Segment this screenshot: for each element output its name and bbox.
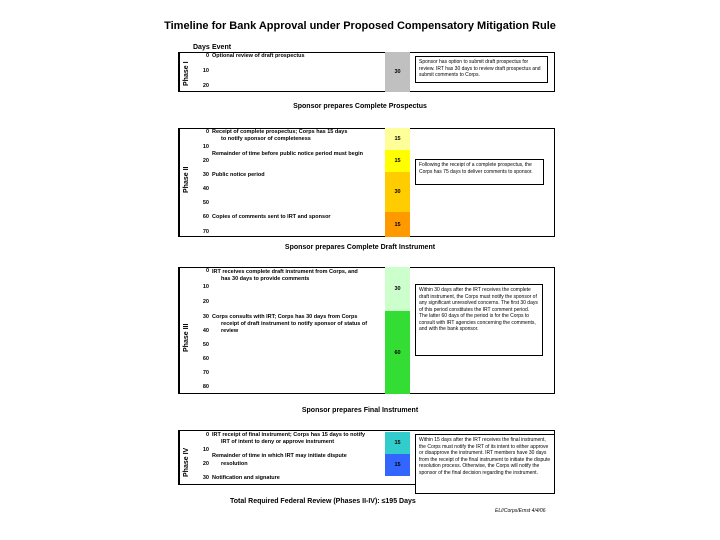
phase-2-day: 70: [202, 229, 209, 235]
phase-2-segment: 15: [385, 150, 410, 172]
phase-1-segment: 30: [385, 52, 410, 92]
phase-3-event: IRT receives complete draft instrument from Corps, and: [212, 269, 358, 275]
phase-1-day: 0: [205, 53, 209, 59]
phase-3-day: 20: [202, 299, 209, 305]
phase-2-event: Receipt of complete prospectus; Corps has 15 days: [212, 129, 348, 135]
phase-4-day: 10: [202, 447, 209, 453]
phase-3-event: has 30 days to provide comments: [221, 276, 310, 282]
total-review-time: Total Required Federal Review (Phases II-IV): ≤195 Days: [230, 498, 416, 505]
band-final-instrument: Sponsor prepares Final Instrument: [301, 407, 419, 414]
phase-3-day: 0: [205, 268, 209, 274]
page-title: Timeline for Bank Approval under Proposed Compensatory Mitigation Rule: [164, 20, 556, 32]
phase-4-event: Notification and signature: [212, 475, 280, 481]
phase-3-day: 30: [202, 314, 209, 320]
phase-4-segment: 15: [385, 432, 410, 454]
phase-2-note: Following the receipt of a complete prospectus, the Corps has 75 days to deliver comments to sponsor.: [415, 159, 544, 185]
phase-4-day: 30: [202, 475, 209, 481]
phase-2-day: 10: [202, 144, 209, 150]
band-complete-prospectus: Sponsor prepares Complete Prospectus: [293, 103, 427, 110]
column-header-days: Days: [193, 44, 210, 51]
phase-1-event: Optional review of draft prospectus: [212, 53, 305, 59]
phase-3-note: Within 30 days after the IRT receives the complete draft instrument, the Corps must notify the sponsor of any significant unresolved concerns. The first 30 days of this period constitutes the IRT comment period. The latter 60 days of the period is for the Corps to consult with IRT agencies concerning the comments, and with the bank sponsor.: [415, 284, 543, 356]
phase-2-segment: 15: [385, 128, 410, 150]
phase-3-segment: 30: [385, 267, 410, 311]
phase-2-day: 60: [202, 214, 209, 220]
phase-1-note: Sponsor has option to submit draft prospectus for review. IRT has 30 days to review draft prospectus and submit comments to Corps.: [415, 56, 548, 83]
phase-2-event: Public notice period: [212, 172, 265, 178]
phase-2-day: 50: [202, 200, 209, 206]
phase-3-day: 40: [202, 328, 209, 334]
phase-4-event: IRT receipt of final instrument; Corps has 15 days to notify: [212, 432, 366, 438]
phase-2-segment: 30: [385, 172, 410, 212]
phase-2-day: 0: [205, 129, 209, 135]
phase-3-day: 50: [202, 342, 209, 348]
phase-1-day: 20: [202, 83, 209, 89]
phase-1-day: 10: [202, 68, 209, 74]
column-header-event: Event: [212, 44, 232, 51]
phase-3-day: 10: [202, 284, 209, 290]
phase-3-day: 60: [202, 356, 209, 362]
phase-2-day: 20: [202, 158, 209, 164]
phase-2-event: Remainder of time before public notice period must begin: [212, 151, 363, 157]
phase-2-day: 40: [202, 186, 209, 192]
phase-4-event: IRT of intent to deny or approve instrument: [221, 439, 335, 445]
phase-4-event: Remainder of time in which IRT may initiate dispute: [212, 453, 347, 459]
phase-4-day: 20: [202, 461, 209, 467]
band-complete-draft-instrument: Sponsor prepares Complete Draft Instrument: [284, 244, 436, 251]
phase-3-label: Phase III: [183, 323, 190, 352]
phase-3-day: 80: [202, 384, 209, 390]
phase-4-event: resolution: [221, 461, 248, 467]
phase-2-label: Phase II: [183, 166, 190, 193]
phase-4-label: Phase IV: [183, 447, 190, 477]
phase-2-event: to notify sponsor of completeness: [221, 136, 311, 142]
phase-2-segment: 15: [385, 212, 410, 237]
footer-credit: ELI/Corps/Ernst 4/4/06: [495, 508, 546, 514]
phase-1-label: Phase I: [183, 61, 190, 86]
phase-3-event: receipt of draft instrument to notify sponsor of status of: [221, 321, 368, 327]
phase-4-segment: 15: [385, 454, 410, 476]
phase-2-day: 30: [202, 172, 209, 178]
phase-4-day: 0: [205, 432, 209, 438]
phase-2-event: Copies of comments sent to IRT and sponsor: [212, 214, 331, 220]
phase-3-event: Corps consults with IRT; Corps has 30 days from Corps: [212, 314, 358, 320]
phase-3-event: review: [221, 328, 239, 334]
phase-3-day: 70: [202, 370, 209, 376]
phase-3-segment: 60: [385, 311, 410, 394]
phase-4-note: Within 15 days after the IRT receives the final instrument, the Corps must notify the IRT of its intent to either approve or disapprove the instrument. IRT members have 30 days from the receipt of the final instrument to initiate the dispute resolution process. Otherwise, the Corps will notify the sponsor of the final decision regarding the instrument.: [415, 434, 555, 494]
